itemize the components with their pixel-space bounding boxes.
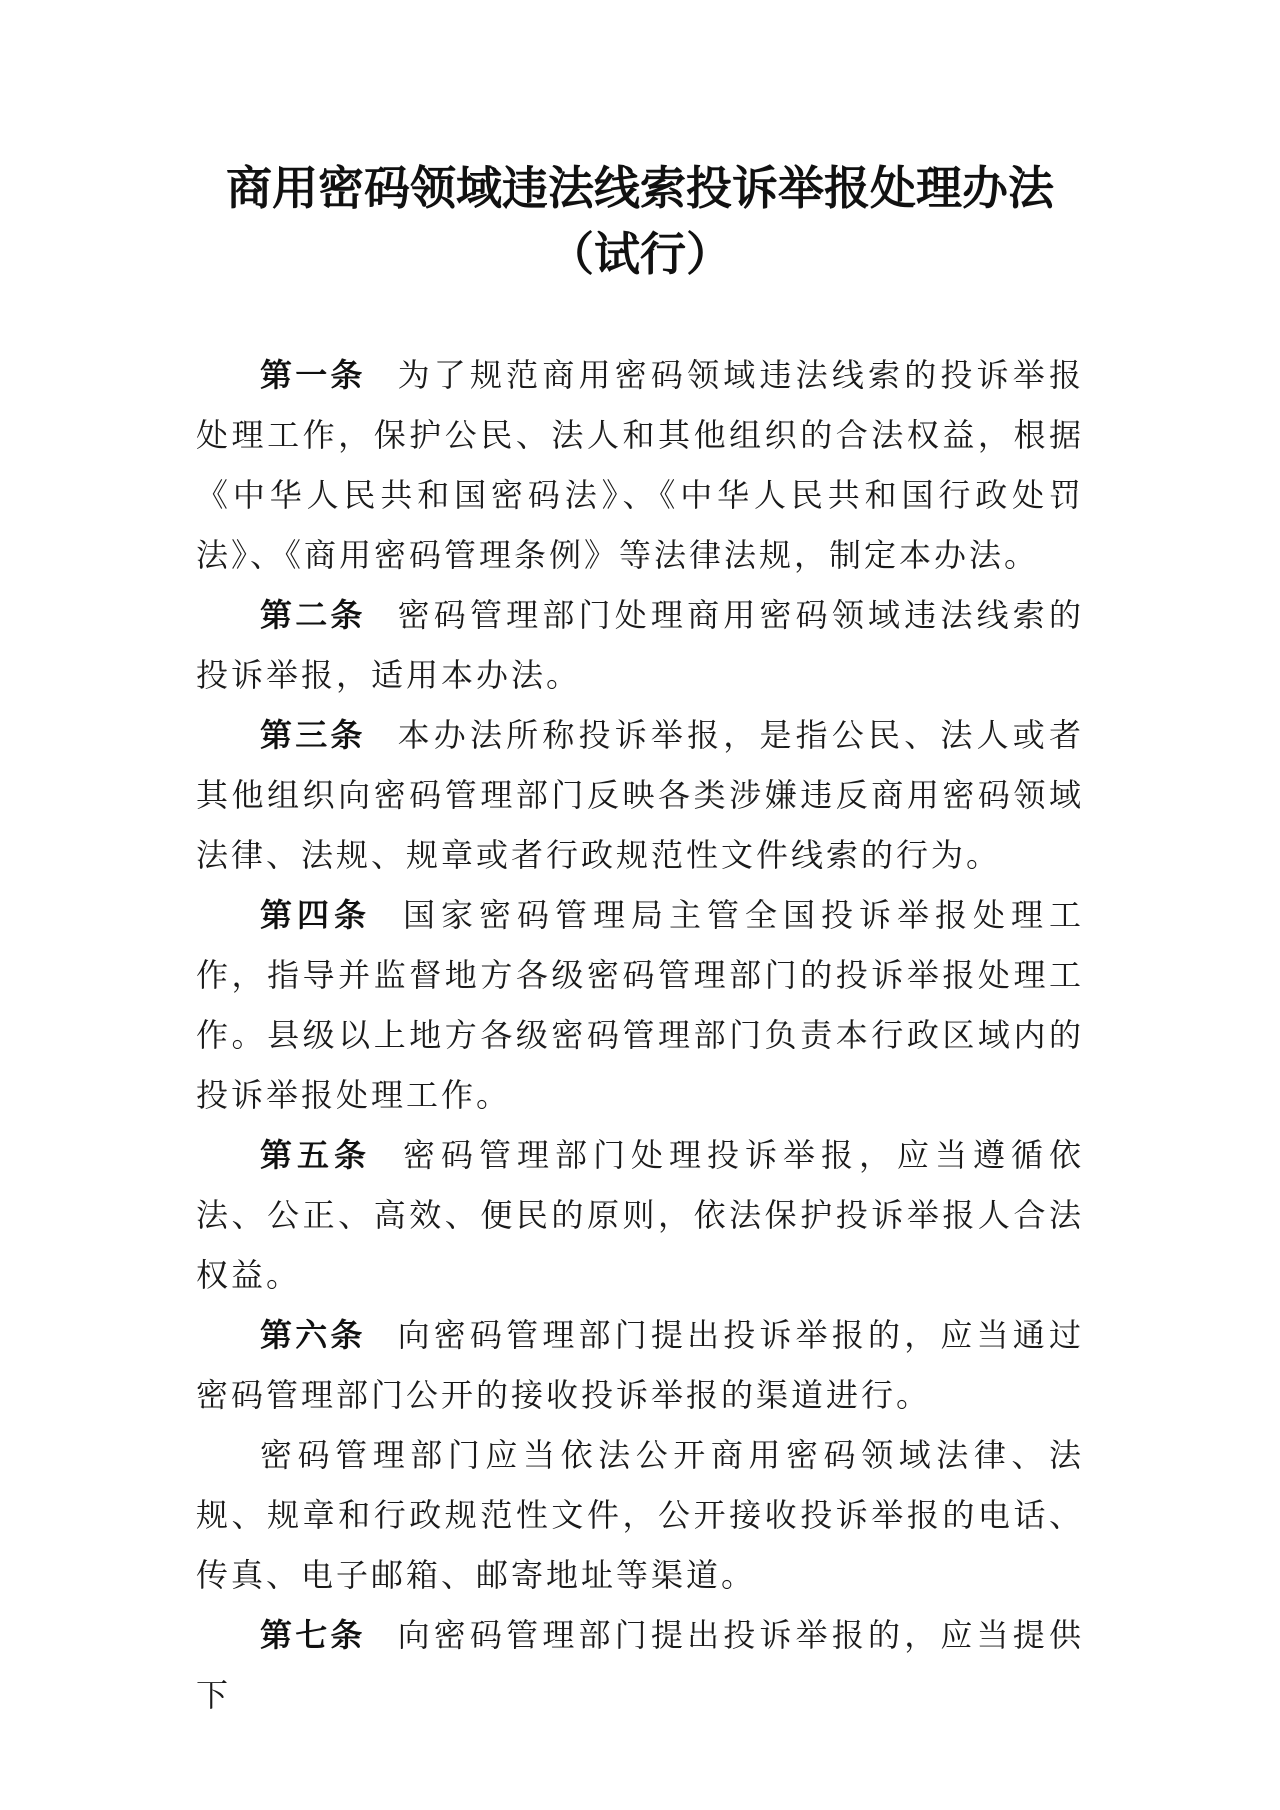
article-2 [196,585,1084,705]
article-label: 第一条 [260,356,366,394]
article-6-paragraph-2 [196,1425,1084,1605]
document-body [196,345,1084,1725]
article-label: 第四条 [260,896,371,934]
title-subtitle: （试行） [548,227,732,281]
article-text: 为了规范商用密码领域违法线索的投诉举报处理工作，保护公民、法人和其他组织的合法权益，根据《中华人民共和国密码法》、《中华人民共和国行政处罚法》、《商用密码管理条例》等法律法规，制定本办法。 [196,356,1084,574]
article-text: 本办法所称投诉举报，是指公民、法人或者其他组织向密码管理部门反映各类涉嫌违反商用密码领域法律、法规、规章或者行政规范性文件线索的行为。 [196,716,1084,874]
title-main: 商用密码领域违法线索投诉举报处理办法 [226,161,1054,215]
article-label: 第二条 [260,596,366,634]
article-6 [196,1305,1084,1425]
article-label: 第五条 [260,1136,371,1174]
article-4 [196,885,1084,1125]
article-7 [196,1605,1084,1725]
document-title [0,155,1280,287]
article-text: 国家密码管理局主管全国投诉举报处理工作，指导并监督地方各级密码管理部门的投诉举报处理工作。县级以上地方各级密码管理部门负责本行政区域内的投诉举报处理工作。 [196,896,1084,1114]
article-5 [196,1125,1084,1305]
article-text: 向密码管理部门提出投诉举报的，应当通过密码管理部门公开的接收投诉举报的渠道进行。 [196,1316,1084,1414]
article-text: 向密码管理部门提出投诉举报的，应当提供下 [196,1616,1084,1714]
article-label: 第六条 [260,1316,366,1354]
article-text: 密码管理部门处理商用密码领域违法线索的投诉举报，适用本办法。 [196,596,1084,694]
article-label: 第七条 [260,1616,366,1654]
article-text: 密码管理部门应当依法公开商用密码领域法律、法规、规章和行政规范性文件，公开接收投诉举报的电话、传真、电子邮箱、邮寄地址等渠道。 [196,1436,1084,1594]
article-label: 第三条 [260,716,366,754]
article-text: 密码管理部门处理投诉举报，应当遵循依法、公正、高效、便民的原则，依法保护投诉举报人合法权益。 [196,1136,1084,1294]
article-3 [196,705,1084,885]
article-1 [196,345,1084,585]
